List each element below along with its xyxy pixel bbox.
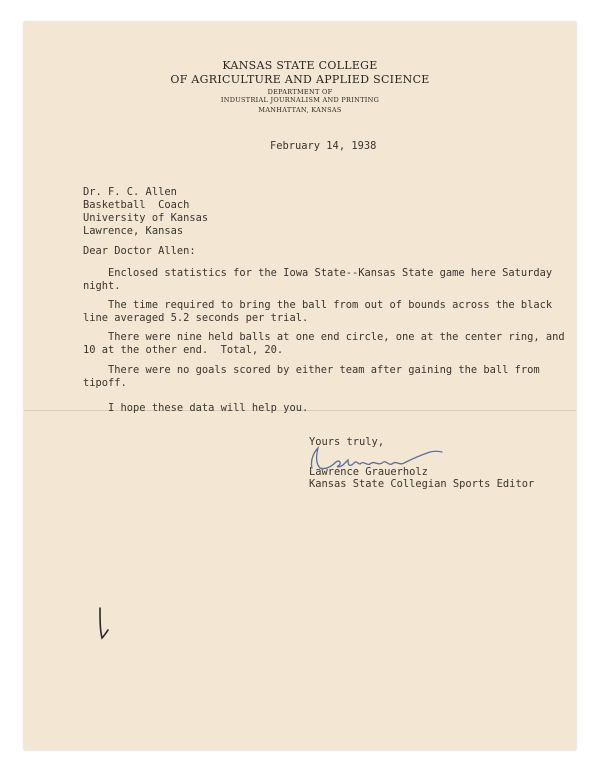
- recipient-city: Lawrence, Kansas: [83, 225, 184, 237]
- signer-name: Lawrence Grauerholz: [309, 466, 428, 478]
- letter-date: February 14, 1938: [270, 140, 377, 152]
- recipient-address: [83, 186, 208, 238]
- paragraph-line: The time required to bring the ball from out of bounds across the black: [83, 299, 553, 311]
- paragraph-4: [83, 364, 540, 390]
- recipient-title: Basketball Coach: [83, 199, 190, 211]
- letterhead-college-sub: OF AGRICULTURE AND APPLIED SCIENCE: [170, 73, 430, 86]
- closing: Yours truly,: [309, 436, 385, 448]
- paragraph-2: [83, 299, 552, 325]
- paragraph-line: night.: [83, 280, 121, 292]
- letter-paper: [24, 22, 576, 750]
- paragraph-line: tipoff.: [83, 377, 127, 389]
- checkmark-icon: [96, 602, 116, 642]
- paragraph-1: [83, 267, 552, 293]
- letterhead-college: KANSAS STATE COLLEGE: [222, 59, 378, 72]
- paragraph-line: Enclosed statistics for the Iowa State--Kansas State game here Saturday: [83, 267, 553, 279]
- salutation: Dear Doctor Allen:: [83, 245, 196, 257]
- paragraph-3: [83, 331, 565, 357]
- recipient-org: University of Kansas: [83, 212, 209, 224]
- paragraph-line: 10 at the other end. Total, 20.: [83, 344, 284, 356]
- paragraph-line: I hope these data will help you.: [83, 402, 309, 414]
- signer-title: Kansas State Collegian Sports Editor: [309, 478, 535, 490]
- recipient-name: Dr. F. C. Allen: [83, 186, 177, 198]
- letterhead-department: INDUSTRIAL JOURNALISM AND PRINTING: [220, 96, 380, 104]
- letterhead-location: MANHATTAN, KANSAS: [258, 106, 342, 114]
- paragraph-line: There were no goals scored by either team after gaining the ball from: [83, 364, 540, 376]
- paragraph-line: There were nine held balls at one end circle, one at the center ring, and: [83, 331, 565, 343]
- letterhead-department-label: DEPARTMENT OF: [267, 88, 333, 96]
- paragraph-line: line averaged 5.2 seconds per trial.: [83, 312, 309, 324]
- paragraph-5: [83, 402, 308, 415]
